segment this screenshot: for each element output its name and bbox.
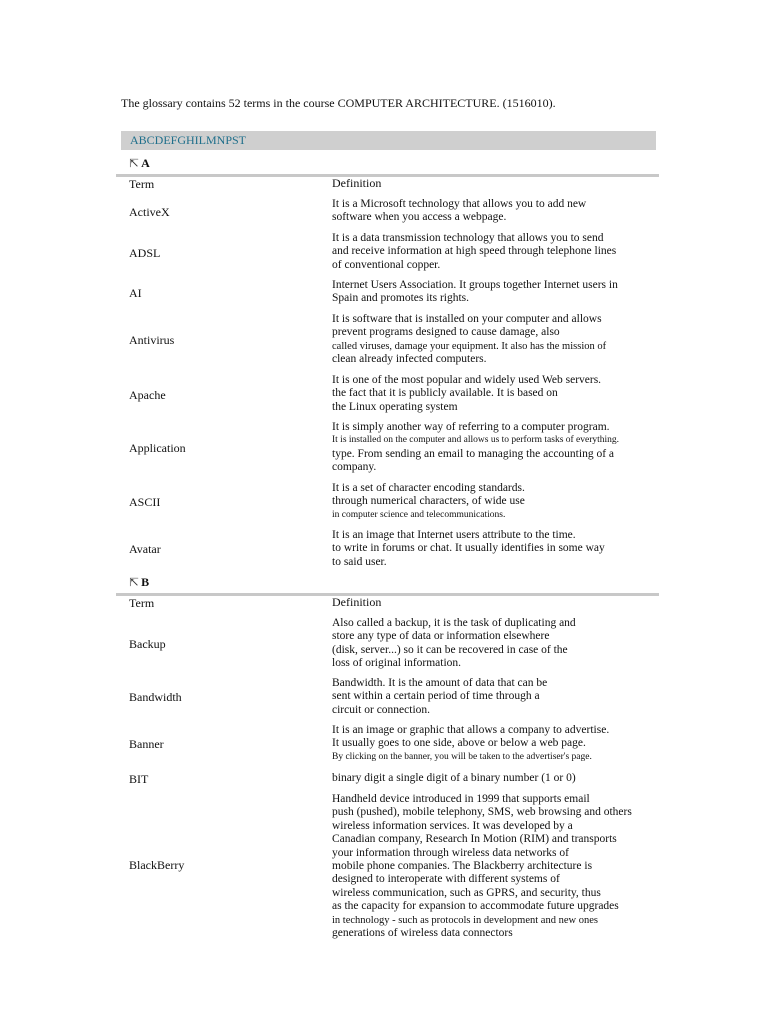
definition-cell (332, 677, 642, 717)
definition-line: Also called a backup, it is the task of duplicating and (332, 617, 576, 629)
definition-line: as the capacity for expansion to accommodate future upgrades (332, 900, 619, 913)
term-cell: Apache (129, 388, 166, 402)
definition-line: It usually goes to one side, above or below a web page. (332, 737, 586, 750)
definition-line: company. (332, 461, 377, 474)
definition-line: mobile phone companies. The Blackberry architecture is (332, 860, 593, 873)
definition-cell (332, 617, 642, 671)
term-cell: BlackBerry (129, 858, 185, 872)
definition-line: type. From sending an email to managing the accounting of a (332, 447, 614, 460)
term-column-header: Term (129, 177, 155, 191)
definition-cell (332, 482, 642, 522)
section-letter: A (141, 156, 150, 170)
definition-line: It is simply another way of referring to a computer program. (332, 421, 610, 433)
definition-line: prevent programs designed to cause damage, also (332, 326, 560, 339)
term-cell: BIT (129, 772, 149, 786)
glossary-intro: The glossary contains 52 terms in the course COMPUTER ARCHITECTURE. (1516010). (121, 96, 556, 110)
definition-line: called viruses, damage your equipment. It also has the mission of (332, 340, 607, 352)
section-heading-a (129, 156, 150, 171)
definition-line: in computer science and telecommunications. (332, 509, 506, 520)
term-cell: ActiveX (129, 205, 170, 219)
definition-line: It is a Microsoft technology that allows you to add new (332, 198, 587, 210)
definition-line: designed to interoperate with different systems of (332, 873, 560, 886)
term-cell: Bandwidth (129, 690, 182, 704)
definition-line: software when you access a webpage. (332, 211, 507, 224)
term-cell: Backup (129, 637, 166, 651)
definition-column-header: Definition (332, 176, 382, 190)
alphabet-bar (121, 131, 656, 150)
definition-line: It is installed on the computer and allows us to perform tasks of everything. (332, 435, 620, 446)
definition-cell (332, 793, 642, 940)
definition-line: to write in forums or chat. It usually identifies in some way (332, 542, 605, 555)
definition-line: clean already infected computers. (332, 353, 487, 366)
term-cell: Antivirus (129, 333, 175, 347)
definition-line: Canadian company, Research In Motion (RIM) and transports (332, 833, 617, 846)
definition-column-header: Definition (332, 595, 382, 609)
definition-line: Spain and promotes its rights. (332, 292, 470, 305)
definition-line: and receive information at high speed through telephone lines (332, 245, 617, 258)
section-letter: B (141, 575, 150, 589)
definition-cell (332, 374, 642, 414)
term-cell: AI (129, 286, 142, 300)
definition-cell (332, 421, 642, 475)
term-cell: Banner (129, 737, 164, 751)
definition-line: in technology - such as protocols in development and new ones (332, 914, 598, 926)
term-column-header: Term (129, 596, 155, 610)
definition-line: binary digit a single digit of a binary number (1 or 0) (332, 772, 576, 784)
definition-line: It is a set of character encoding standards. (332, 482, 525, 494)
definition-line: your information through wireless data networks of (332, 846, 569, 859)
section-heading-b (129, 575, 149, 590)
term-cell: ADSL (129, 246, 161, 260)
definition-line: store any type of data or information elsewhere (332, 630, 550, 643)
definition-line: the fact that it is publicly available. It is based on (332, 387, 558, 400)
definition-line: It is an image or graphic that allows a company to advertise. (332, 724, 610, 736)
definition-line: Bandwidth. It is the amount of data that can be (332, 677, 548, 689)
definition-line: Handheld device introduced in 1999 that supports email (332, 793, 590, 805)
definition-line: It is one of the most popular and widely used Web servers. (332, 374, 602, 386)
definition-line: wireless communication, such as GPRS, and security, thus (332, 886, 601, 899)
definition-line: It is an image that Internet users attribute to the time. (332, 529, 576, 541)
definition-line: the Linux operating system (332, 400, 458, 413)
definition-line: It is a data transmission technology that allows you to send (332, 232, 604, 244)
up-arrow-icon[interactable]: ⇱ (129, 575, 140, 589)
term-cell: Avatar (129, 542, 161, 556)
definition-line: of conventional copper. (332, 258, 441, 271)
definition-line: Internet Users Association. It groups together Internet users in (332, 279, 618, 291)
definition-line: It is software that is installed on your computer and allows (332, 313, 602, 325)
definition-line: push (pushed), mobile telephony, SMS, web browsing and others (332, 806, 632, 819)
definition-cell (332, 279, 642, 306)
definition-line: circuit or connection. (332, 703, 431, 716)
definition-line: to said user. (332, 555, 387, 568)
definition-line: through numerical characters, of wide use (332, 495, 525, 508)
definition-line: loss of original information. (332, 657, 462, 670)
definition-line: generations of wireless data connectors (332, 927, 513, 940)
definition-cell (332, 313, 642, 367)
alphabet-links[interactable]: ABCDEFGHILMNPST (130, 133, 247, 147)
definition-cell (332, 232, 642, 272)
definition-cell (332, 198, 642, 225)
definition-cell (332, 724, 642, 764)
term-cell: ASCII (129, 495, 161, 509)
definition-cell (332, 529, 642, 569)
up-arrow-icon[interactable]: ⇱ (129, 156, 140, 170)
term-cell: Application (129, 441, 186, 455)
definition-line: wireless information services. It was developed by a (332, 819, 573, 832)
definition-cell (332, 772, 642, 785)
definition-line: (disk, server...) so it can be recovered in case of the (332, 643, 568, 656)
definition-line: By clicking on the banner, you will be taken to the advertiser's page. (332, 751, 592, 762)
definition-line: sent within a certain period of time through a (332, 690, 540, 703)
